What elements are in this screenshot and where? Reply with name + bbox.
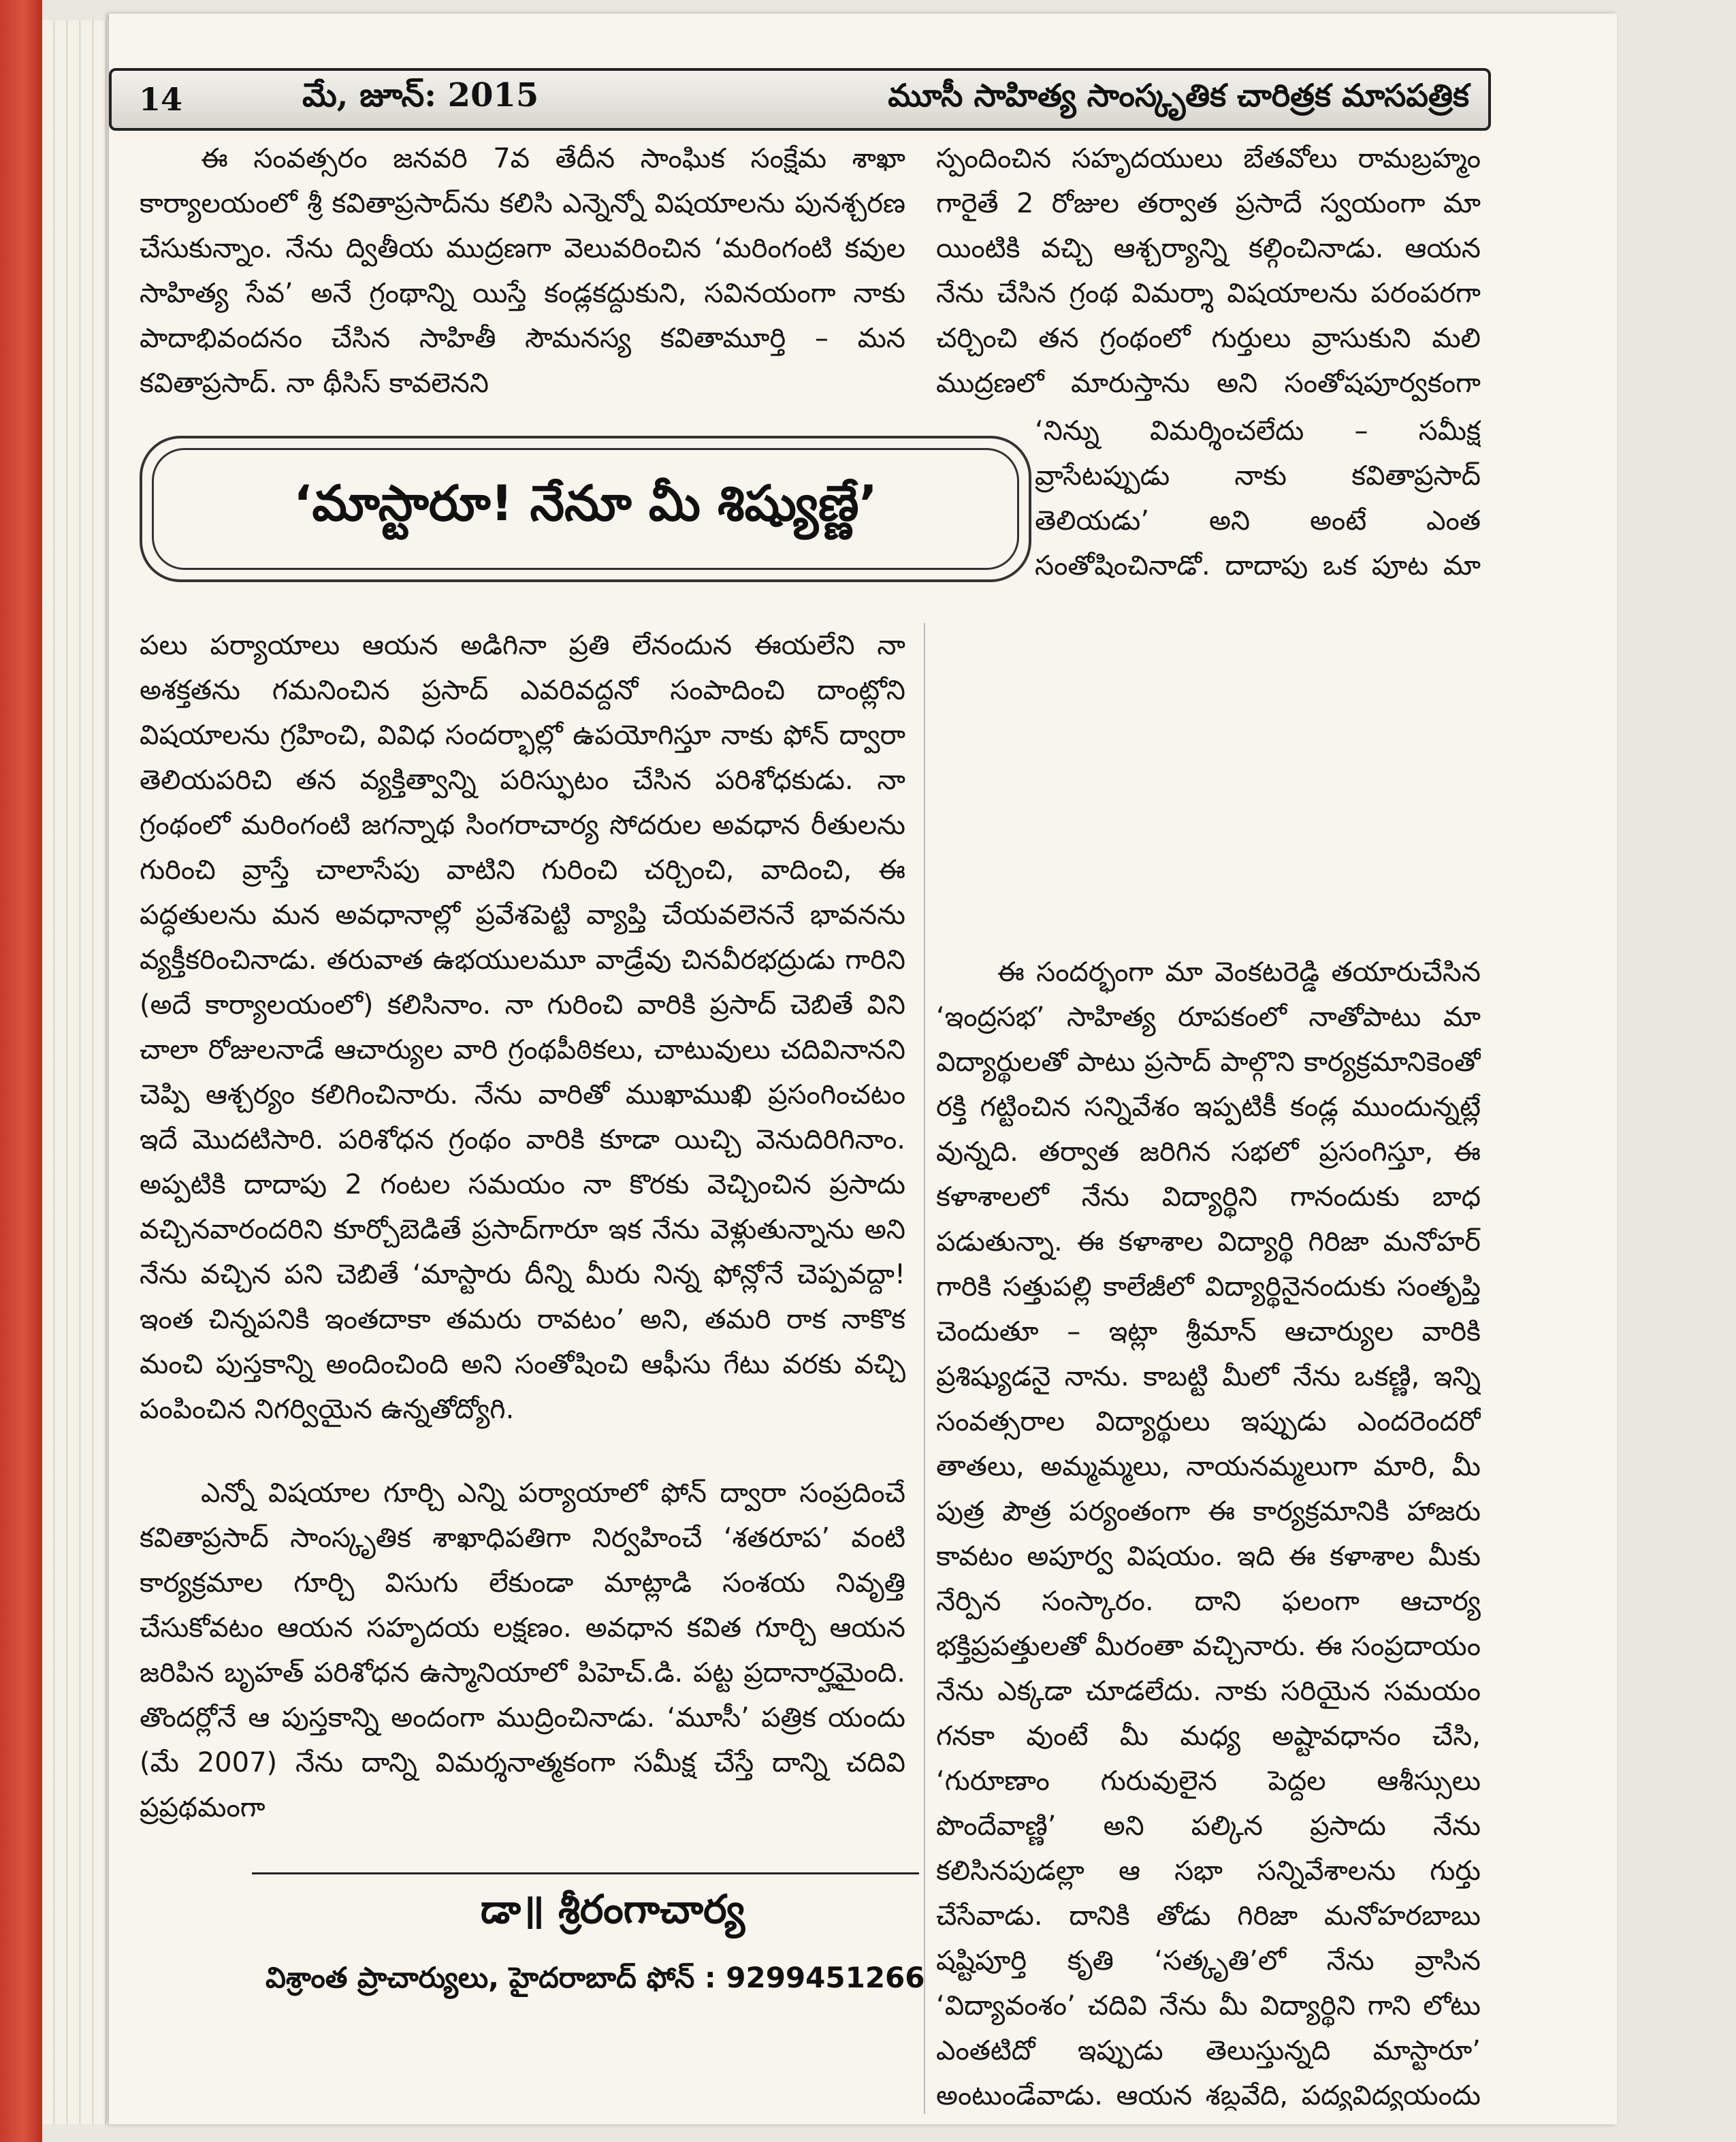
page-number: 14 xyxy=(139,81,183,118)
page-stack-edges xyxy=(42,20,117,2124)
author-designation: విశ్రాంత ప్రాచార్యులు, హైదరాబాద్ xyxy=(266,1961,637,1994)
right-paragraph-2a: ‘నిన్ను విమర్శించలేదు – సమీక్ష వ్రాసేటప్పుడు నాకు కవితాప్రసాద్ తెలియడు’ అని అంటే ఎంత సంతోషించినాడో. దాదాపు ఒక పూట మా xyxy=(1035,415,1481,581)
left-paragraph-2: ఎన్నో విషయాల గూర్చి ఎన్ని పర్యాయాలో ఫోన్ ద్వారా సంప్రదించే కవితాప్రసాద్ సాంస్కృతిక శాఖాధిపతిగా నిర్వహించే ‘శతరూప’ వంటి కార్యక్రమాల గూర్చి విసుగు లేకుండా మాట్లాడి సంశయ నివృత్తి చేసుకోవటం ఆయన సహృదయ లక్షణం. అవధాన కవిత గూర్చి ఆయన జరిపిన బృహత్ పరిశోధన ఉస్మానియాలో పిహెచ్.డి. పట్ట ప్రదానార్హమైంది. తొందర్లోనే ఆ పుస్తకాన్ని అందంగా ముద్రించినాడు. ‘మూసీ’ పత్రిక యందు (మే 2007) నేను దాన్ని విమర్శనాత్మకంగా సమీక్ష చేస్తే దాన్ని చదివి ప్రప్రథమంగా xyxy=(140,1477,905,1823)
issue-date: మే, జూన్: 2015 xyxy=(302,76,539,114)
page-header xyxy=(109,68,1491,131)
phone-label: ఫోన్ : xyxy=(646,1961,716,1994)
right-paragraph-3: ఈ సందర్భంగా మా వెంకటరెడ్డి తయారుచేసిన ‘ఇంద్రసభ’ సాహిత్య రూపకంలో నాతోపాటు మా విద్యార్థులతో పాటు ప్రసాద్ పాల్గొని కార్యక్రమానికెంతో రక్తి గట్టించిన సన్నివేశం ఇప్పటికీ కండ్ల ముందున్నట్లే వున్నది. తర్వాత జరిగిన సభలో ప్రసంగిస్తూ, ఈ కళాశాలలో నేను విద్యార్థిని గానందుకు బాధ పడుతున్నా. ఈ కళాశాల విద్యార్థి గిరిజా మనోహర్ గారికి సత్తుపల్లి కాలేజీలో విద్యార్థినైనందుకు సంతృప్తి చెందుతూ – ఇట్లా శ్రీమాన్ ఆచార్యుల వారికి ప్రశిష్యుడనై నాను. కాబట్టి మీలో నేను ఒకణ్ణి, ఇన్ని సంవత్సరాల విద్యార్థులు ఇప్పుడు ఎందరెందరో తాతలు, అమ్మమ్మలు, నాయనమ్మలుగా మారి, మీ పుత్ర పౌత్ర పర్యంతంగా ఈ కార్యక్రమానికి హాజరు కావటం అపూర్వ విషయం. ఇది ఈ కళాశాల మీకు నేర్పిన సంస్కారం. దాని ఫలంగా ఆచార్య భక్తిప్రపత్తులతో మీరంతా వచ్చినారు. ఈ సంప్రదాయం నేను ఎక్కడా చూడలేదు. నాకు సరియైన సమయం గనకా వుంటే మీ మధ్య అష్టావధానం చేసి, ‘గురూణాం గురువులైన పెద్దల ఆశీస్సులు పొందేవాణ్ణి’ అని పల్కిన ప్రసాదు నేను కలిసినపుడల్లా ఆ సభా సన్నివేశాలను గుర్తు చేసేవాడు. దానికి తోడు గిరిజా మనోహరబాబు షష్టిపూర్తి కృతి ‘సత్కృతి’లో నేను వ్రాసిన ‘విద్యావంశం’ చదివి నేను మీ విద్యార్థిని గాని లోటు ఎంతటిదో ఇప్పుడు తెలుస్తున్నది మాస్టారూ’ అంటుండేవాడు. ఆయన శబ్దవేది, పద్యవిద్యయందు xyxy=(936,957,1481,2111)
signature-rule xyxy=(252,1872,919,1874)
author-phone: 9299451266 xyxy=(726,1961,925,1994)
author-name: డా॥ శ్రీరంగాచార్య xyxy=(480,1886,745,1932)
intro-paragraph: ఈ సంవత్సరం జనవరి 7వ తేదీన సాంఘిక సంక్షేమ శాఖా కార్యాలయంలో శ్రీ కవితాప్రసాద్‌ను కలిసి ఎన్నెన్నో విషయాలను పునశ్చరణ చేసుకున్నాం. నేను ద్వితీయ ముద్రణగా వెలువరించిన ‘మరింగంటి కవుల సాహిత్య సేవ’ అనే గ్రంథాన్ని యిస్తే కండ్లకద్దుకుని, సవినయంగా నాకు పాదాభివందనం చేసిన సాహితీ సౌమనస్య కవితామూర్తి – మన కవితాప్రసాద్. నా థీసిస్ కావలెనని xyxy=(140,143,905,399)
right-paragraph-1: స్పందించిన సహృదయులు బేతవోలు రామబ్రహ్మం గారైతే 2 రోజుల తర్వాత ప్రసాదే స్వయంగా మా యింటికి వచ్చి ఆశ్చర్యాన్ని కల్గించినాడు. ఆయన నేను చేసిన గ్రంథ విమర్శా విషయాలను పరంపరగా చర్చించి తన గ్రంథంలో గుర్తులు వ్రాసుకుని మలి ముద్రణలో మారుస్తాను అని సంతోషపూర్వకంగా xyxy=(936,143,1481,399)
red-page-edge xyxy=(0,0,42,2142)
author-details xyxy=(266,1961,925,2002)
column-divider xyxy=(924,623,925,2114)
left-paragraph-1: పలు పర్యాయాలు ఆయన అడిగినా ప్రతి లేనందున ఈయలేని నా అశక్తతను గమనించిన ప్రసాద్ ఎవరివద్దనో సంపాదించి దాంట్లోని విషయాలను గ్రహించి, వివిధ సందర్భాల్లో ఉపయోగిస్తూ నాకు ఫోన్ ద్వారా తెలియపరిచి తన వ్యక్తిత్వాన్ని పరిస్ఫుటం చేసిన పరిశోధకుడు. నా గ్రంథంలో మరింగంటి జగన్నాథ సింగరాచార్య సోదరుల అవధాన రీతులను గురించి వ్రాస్తే చాలాసేపు వాటిని గురించి చర్చించి, వాదించి, ఈ పద్ధతులను మన అవధానాల్లో ప్రవేశపెట్టి వ్యాప్తి చేయవలెననే భావనను వ్యక్తీకరించినాడు. తరువాత ఉభయులమూ వాడ్రేవు చినవీరభద్రుడు గారిని (అదే కార్యాలయంలో) కలిసినాం. నా గురించి వారికి ప్రసాద్ చెబితే విని చాలా రోజులనాడే ఆచార్యుల వారి గ్రంథపీఠికలు, చాటువులు చదివినానని చెప్పి ఆశ్చర్యం కలిగించినారు. నేను వారితో ముఖాముఖి ప్రసంగించటం ఇదే మొదటిసారి. పరిశోధన గ్రంథం వారికి కూడా యిచ్చి వెనుదిరిగినాం. అప్పటికి దాదాపు 2 గంటల సమయం నా కొరకు వెచ్చించిన ప్రసాదు వచ్చినవారందరిని కూర్చోబెడితే ప్రసాద్‌గారూ ఇక నేను వెళ్లుతున్నాను అని నేను వచ్చిన పని చెబితే ‘మాస్టారు దీన్ని మీరు నిన్న ఫోన్లోనే చెప్పవద్దా! ఇంత చిన్నపనికి ఇంతదాకా తమరు రావటం’ అని, తమరి రాక నాకొక మంచి పుస్తకాన్ని అందించింది అని సంతోషించి ఆఫీసు గేటు వరకు వచ్చి పంపించిన నిగర్వియైన ఉన్నతోద్యోగి. xyxy=(140,630,905,1425)
article-title: ‘మాస్టారూ! నేనూ మీ శిష్యుణ్ణే’ xyxy=(293,474,878,532)
article-title-box xyxy=(140,436,1031,582)
magazine-title: మూసీ సాహిత్య సాంస్కృతిక చారిత్రక మాసపత్రిక xyxy=(888,77,1469,114)
